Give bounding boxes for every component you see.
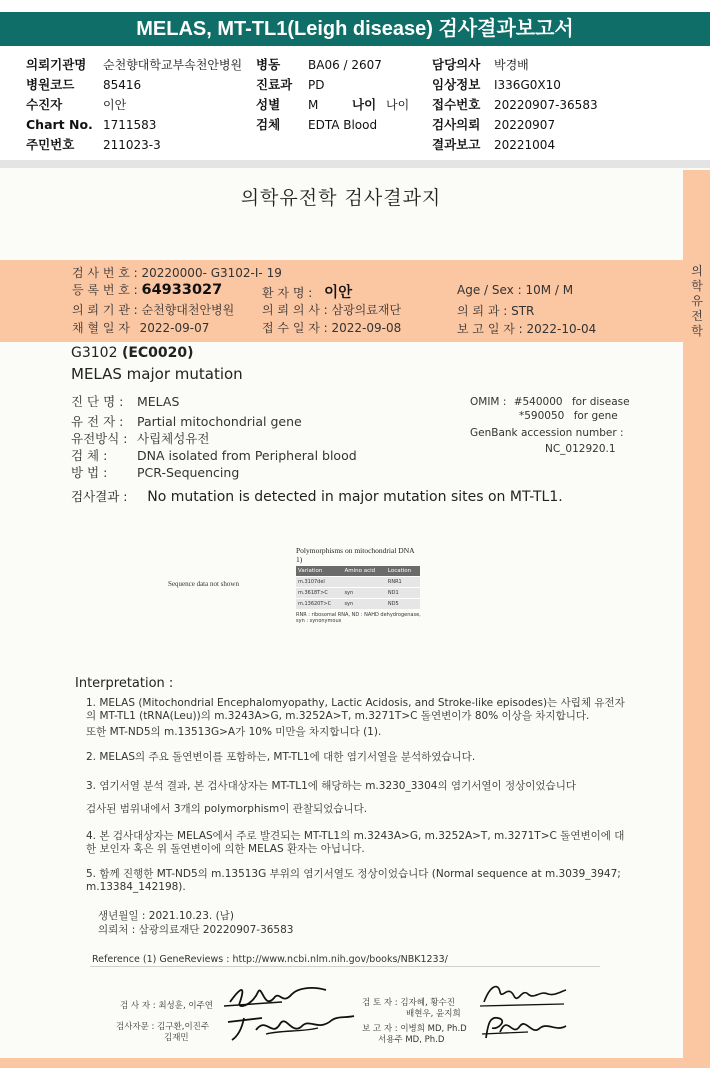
test-code-value: G3102: [71, 345, 118, 361]
table-header: Location: [386, 566, 420, 577]
age-value: 나이: [386, 98, 410, 112]
field-gene: [71, 412, 302, 430]
field-label: 방 법 :: [71, 465, 108, 480]
table-row: [296, 599, 420, 610]
institution-label: 의뢰기관명: [26, 57, 87, 72]
table-cell: ND5: [386, 599, 420, 610]
examiner-names: 최성훈, 이주연: [158, 1001, 213, 1011]
interpretation-paragraph: 5. 함께 진행한 MT-ND5의 m.13513G 부위의 염기서열도 정상이었습니다 (Normal sequence at m.3039_3947; m.13384_142198).: [86, 868, 621, 893]
reviewer-names-1: 김자혜, 황수진: [400, 998, 455, 1008]
field-value: MELAS: [137, 394, 180, 409]
field-value: 사립체성유전: [137, 431, 210, 446]
birth-info: [98, 909, 293, 937]
patient-name-label: 환 자 명 :: [262, 286, 313, 300]
interpretation-paragraph: 1. MELAS (Mitochondrial Encephalomyopathy, Lactic Acidosis, and Stroke-like episodes)는 사립체 유전자의 MT-TL1 (tRNA(Leu))의 m.3243A>G, m.3252A>T, m.3271T>C 돌연변이가 80% 이상을 차지합니다.: [86, 697, 625, 722]
omim-disease: [470, 396, 630, 408]
table-cell: m.3107del: [296, 577, 342, 588]
figure-note: [296, 612, 422, 624]
reporter-names-2: 서용주 MD, Ph.D: [378, 1035, 445, 1045]
field-value: DNA isolated from Peripheral blood: [137, 448, 357, 463]
exam-no-label: 검 사 번 호 :: [72, 266, 138, 280]
ref-doctor-row: [262, 301, 401, 318]
side-label-char: 학: [691, 279, 703, 293]
report-date-label: 보 고 일 자 :: [457, 322, 523, 336]
table-cell: RNR1: [386, 577, 420, 588]
genbank-value: NC_012920.1: [545, 443, 616, 455]
header-col-1: [26, 55, 242, 155]
reporter-names-1: 이병희 MD, Ph.D: [400, 1024, 467, 1034]
section-separator: [0, 160, 710, 168]
exam-request-label: 검사의뢰: [432, 117, 481, 132]
omim-gene-text: for gene: [573, 410, 618, 422]
table-row: [296, 588, 420, 599]
table-cell: m.3618T>C: [296, 588, 342, 599]
omim-disease-text: for disease: [571, 396, 630, 408]
table-cell: [342, 577, 385, 588]
table-cell: syn: [342, 588, 385, 599]
table-header: Variation: [296, 566, 342, 577]
resident-no-label: 주민번호: [26, 137, 75, 152]
sex-value: M: [308, 98, 319, 112]
report-banner-title: MELAS, MT-TL1(Leigh disease) 검사결과보고서: [0, 12, 710, 46]
report-date-row: [457, 320, 596, 337]
clinical-info-value: I336G0X10: [494, 78, 561, 92]
recv-date-row: [262, 319, 401, 336]
request-dept-value: STR: [511, 304, 535, 318]
draw-date-row: [72, 319, 209, 336]
patient-name-value: 이안: [324, 285, 353, 301]
result-report-value: 20221004: [494, 138, 556, 152]
side-label-char: 의: [691, 264, 703, 278]
reviewer-block: [362, 998, 461, 1020]
figure-note-line: syn : synonymous: [296, 618, 342, 624]
draw-date-label: 채 혈 일 자: [72, 321, 130, 335]
sex-label: 성별: [256, 97, 281, 112]
side-label-char: 유: [691, 294, 703, 308]
table-cell: syn: [342, 599, 385, 610]
receipt-no-value: 20220907-36583: [494, 98, 598, 112]
field-label: 진 단 명 :: [71, 394, 124, 409]
test-code: [71, 345, 194, 361]
chart-no-label: Chart No.: [26, 117, 93, 132]
exam-no-row: [72, 264, 282, 281]
exam-no-value: 20220000- G3102-I- 19: [141, 266, 282, 280]
chart-no-value: 1711583: [103, 118, 157, 132]
table-header-row: [296, 566, 420, 577]
client-line: 의뢰처 : 삼광의료재단 20220907-36583: [98, 924, 294, 936]
result-value: No mutation is detected in major mutation sites on MT-TL1.: [147, 489, 563, 505]
reference-divider: [90, 966, 600, 967]
report-date-value: 2022-10-04: [526, 322, 597, 336]
interpretation-paragraph: 또한 MT-ND5의 m.13513G>A가 10% 미만을 차지합니다 (1).: [86, 726, 382, 738]
field-value: PCR-Sequencing: [137, 465, 240, 480]
recv-date-value: 2022-09-08: [331, 321, 402, 335]
interpretation-paragraph: 2. MELAS의 주요 돌연변이를 포함하는, MT-TL1에 대한 염기서열을 분석하였습니다.: [86, 751, 476, 763]
patient-value: 이안: [103, 98, 127, 112]
supervisor-names-1: 김구환,이진주: [157, 1022, 210, 1032]
side-label-char: 전: [691, 309, 703, 323]
supervisor-block: [116, 1022, 209, 1044]
sequence-note: Sequence data not shown: [168, 580, 239, 588]
age-sex-row: [457, 283, 573, 297]
institution-value: 순천향대학교부속천안병원: [103, 58, 243, 72]
header-col-3: [432, 55, 598, 155]
interpretation-heading: Interpretation :: [75, 676, 174, 691]
omim-disease-id: #540000: [513, 396, 563, 408]
supervisor-label: 검사자문 :: [116, 1022, 155, 1032]
reg-no-label: 등 록 번 호 :: [72, 283, 138, 297]
field-diagnosis: [71, 392, 179, 410]
ref-doctor-value: 삼광의료재단: [331, 303, 402, 317]
interpretation-paragraph: 4. 본 검사대상자는 MELAS에서 주로 발견되는 MT-TL1의 m.3243A>G, m.3252A>T, m.3271T>C 돌연변이에 대한 보인자 혹은 위 돌연변이에 의한 MELAS 환자는 아닙니다.: [86, 830, 625, 855]
test-code-secondary: (EC0020): [121, 345, 194, 361]
reviewer-signature: [478, 978, 568, 1010]
field-label: 검 체 :: [71, 448, 108, 463]
age-sex-label: Age / Sex :: [457, 283, 522, 297]
interpretation-body: [86, 697, 626, 905]
field-label: 유 전 자 :: [71, 414, 124, 429]
resident-no-value: 211023-3: [103, 138, 161, 152]
side-label-char: 학: [691, 324, 703, 338]
ward-value: BA06 / 2607: [308, 58, 382, 72]
field-value: Partial mitochondrial gene: [137, 414, 302, 429]
report-title: 의학유전학 검사결과지: [240, 187, 442, 209]
department-value: PD: [308, 78, 325, 92]
genbank-label: GenBank accession number :: [470, 427, 624, 439]
polymorphism-figure: [296, 546, 422, 646]
reporter-signature: [478, 1010, 568, 1044]
department-label: 진료과: [256, 77, 293, 92]
supervisor-signature: [222, 1008, 357, 1044]
clinical-info-label: 임상정보: [432, 77, 481, 92]
draw-date-value: 2022-09-07: [139, 321, 210, 335]
field-method: [71, 463, 239, 481]
reviewer-label: 검 토 자 :: [362, 998, 398, 1008]
interpretation-paragraph: 3. 염기서열 분석 결과, 본 검사대상자는 MT-TL1에 해당하는 m.3230_3304의 염기서열이 정상이었습니다: [86, 780, 576, 792]
band-institution-label: 의 뢰 기 관 :: [72, 303, 138, 317]
age-label: 나이: [352, 97, 377, 112]
ward-label: 병동: [256, 57, 281, 72]
table-row: [296, 577, 420, 588]
omim-gene: [519, 410, 618, 422]
omim-gene-id: *590050: [519, 410, 565, 422]
polymorphism-table: [296, 566, 420, 609]
specimen-label: 검체: [256, 117, 281, 132]
doctor-value: 박경배: [494, 58, 529, 72]
field-inheritance: [71, 429, 209, 447]
interpretation-paragraph: 검사된 범위내에서 3개의 polymorphism이 관찰되었습니다.: [86, 803, 368, 815]
reporter-block: [362, 1024, 467, 1046]
examiner-block: [120, 1001, 213, 1012]
result-line: [71, 487, 563, 505]
table-cell: ND1: [386, 588, 420, 599]
hospital-code-value: 85416: [103, 78, 142, 92]
supervisor-names-2: 김재민: [164, 1033, 189, 1043]
result-label: 검사결과 :: [71, 489, 128, 504]
figure-title: Polymorphisms on mitochondrial DNA 1): [296, 546, 415, 564]
institution-row: [72, 301, 234, 318]
examiner-label: 검 사 자 :: [120, 1001, 156, 1011]
header-col-2: [256, 55, 409, 135]
doctor-label: 담당의사: [432, 57, 481, 72]
patient-name-row: [262, 281, 352, 302]
patient-label: 수진자: [26, 97, 63, 112]
table-cell: m.13620T>C: [296, 599, 342, 610]
reference-line: Reference (1) GeneReviews : http://www.ncbi.nlm.nih.gov/books/NBK1233/: [92, 954, 448, 965]
band-institution-value: 순천향대천안병원: [141, 303, 235, 317]
specimen-value: EDTA Blood: [308, 118, 378, 132]
receipt-no-label: 접수번호: [432, 97, 481, 112]
table-header: Amino acid: [342, 566, 385, 577]
figure-note-line: RNR : ribosomal RNA, ND : NAHD dehydrogenase,: [296, 612, 421, 618]
test-name: MELAS major mutation: [71, 365, 243, 383]
field-specimen: [71, 446, 357, 464]
exam-request-value: 20220907: [494, 118, 556, 132]
side-label: [688, 264, 706, 339]
request-dept-label: 의 뢰 과 :: [457, 304, 508, 318]
reporter-label: 보 고 자 :: [362, 1024, 398, 1034]
request-dept-row: [457, 302, 534, 319]
hospital-code-label: 병원코드: [26, 77, 75, 92]
bottom-stripe: [0, 1058, 710, 1068]
result-report-label: 결과보고: [432, 137, 481, 152]
age-sex-value: 10M / M: [525, 283, 574, 297]
recv-date-label: 접 수 일 자 :: [262, 321, 328, 335]
reviewer-names-2: 배현우, 윤지희: [406, 1009, 461, 1019]
omim-label: OMIM :: [470, 396, 507, 408]
ref-doctor-label: 의 뢰 의 사 :: [262, 303, 328, 317]
reg-no-value: 64933027: [141, 282, 223, 298]
reg-no-row: [72, 281, 222, 298]
field-label: 유전방식 :: [71, 431, 128, 446]
birth-line: 생년월일 : 2021.10.23. (남): [98, 910, 234, 922]
